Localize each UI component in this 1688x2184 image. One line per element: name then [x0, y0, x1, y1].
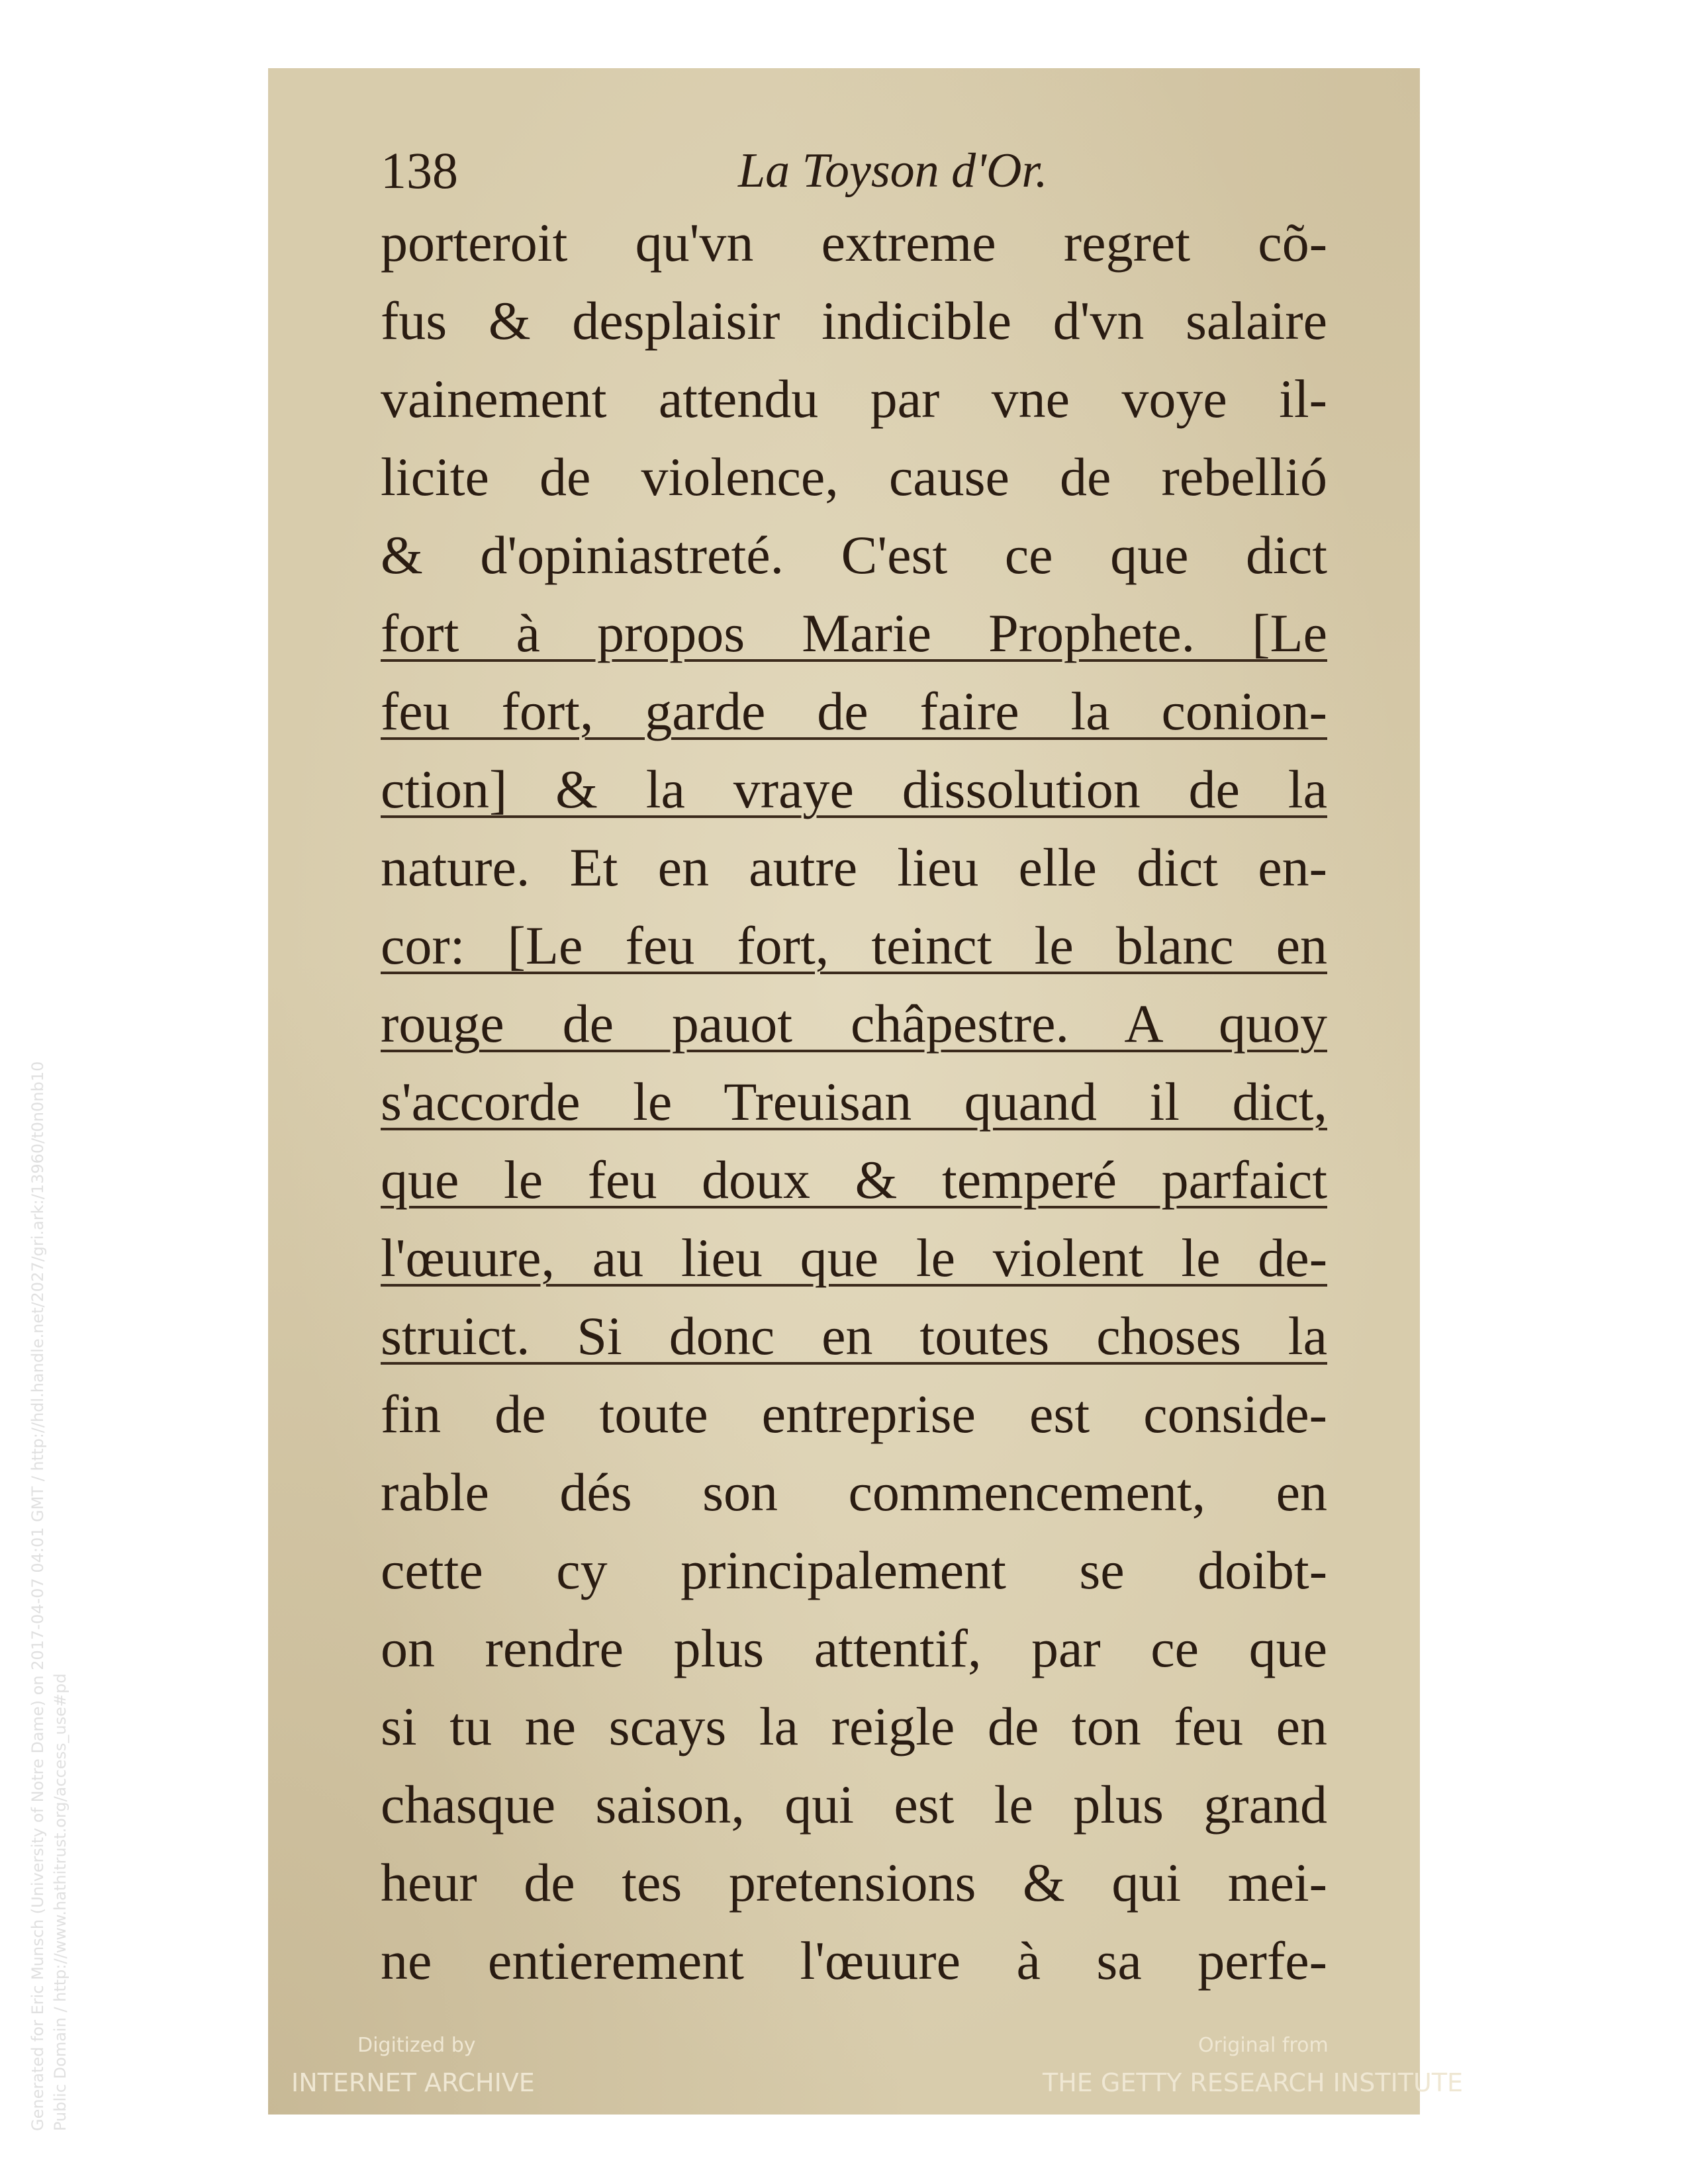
- running-head: La Toyson d'Or.: [738, 144, 1048, 198]
- scanned-page: [268, 68, 1464, 2115]
- text-line: fin de toute entreprise est conside-: [381, 1384, 1327, 1444]
- text-line: on rendre plus attentif, par ce que: [381, 1618, 1327, 1678]
- text-line: cette cy principalement se doibt-: [381, 1540, 1327, 1600]
- text-line: feu fort, garde de faire la conion-: [381, 681, 1327, 741]
- text-line: fort à propos Marie Prophete. [Le: [381, 603, 1327, 663]
- text-line: l'œuure, au lieu que le violent le de-: [381, 1228, 1327, 1288]
- watermark-line-2: Public Domain / http://www.hathitrust.org/access_use#pd: [51, 1673, 70, 2131]
- text-line: s'accorde le Treuisan quand il dict,: [381, 1071, 1327, 1132]
- page-header: [381, 134, 1321, 207]
- text-line: & d'opiniastreté. C'est ce que dict: [381, 525, 1327, 585]
- body-text: [381, 204, 1327, 2000]
- text-line: rouge de pauot châpestre. A quoy: [381, 993, 1327, 1054]
- text-line: ne entierement l'œuure à sa perfe-: [381, 1931, 1327, 1991]
- text-line: heur de tes pretensions & qui mei-: [381, 1852, 1327, 1913]
- text-line: porteroit qu'vn extreme regret cõ-: [381, 212, 1327, 273]
- text-line: rable dés son commencement, en: [381, 1462, 1327, 1522]
- digitized-by-label: Digitized by: [357, 2034, 476, 2057]
- text-line: cor: [Le feu fort, teinct le blanc en: [381, 915, 1327, 976]
- getty-research-institute-text: THE GETTY RESEARCH INSTITUTE: [1043, 2068, 1464, 2097]
- watermark-line-1: Generated for Eric Munsch (University of Notre Dame) on 2017-04-07 04:01 GMT / http://hdl.handle.net/2027/gri.ark:/13960/t0n0nb10: [28, 1061, 47, 2131]
- internet-archive-logo-text: INTERNET ARCHIVE: [291, 2068, 535, 2097]
- text-line: struict. Si donc en toutes choses la: [381, 1306, 1327, 1366]
- text-line: fus & desplaisir indicible d'vn salaire: [381, 291, 1327, 351]
- text-line: licite de violence, cause de rebellió: [381, 447, 1327, 507]
- text-line: si tu ne scays la reigle de ton feu en: [381, 1696, 1327, 1756]
- text-line: chasque saison, qui est le plus grand: [381, 1774, 1327, 1835]
- original-from-label: Original from: [1198, 2034, 1329, 2057]
- text-line: nature. Et en autre lieu elle dict en-: [381, 837, 1327, 897]
- text-line: ction] & la vraye dissolution de la: [381, 759, 1327, 819]
- page-number: 138: [381, 142, 458, 199]
- side-watermark: [26, 13, 106, 2131]
- text-line: que le feu doux & temperé parfaict: [381, 1150, 1327, 1210]
- text-line: vainement attendu par vne voye il-: [381, 369, 1327, 429]
